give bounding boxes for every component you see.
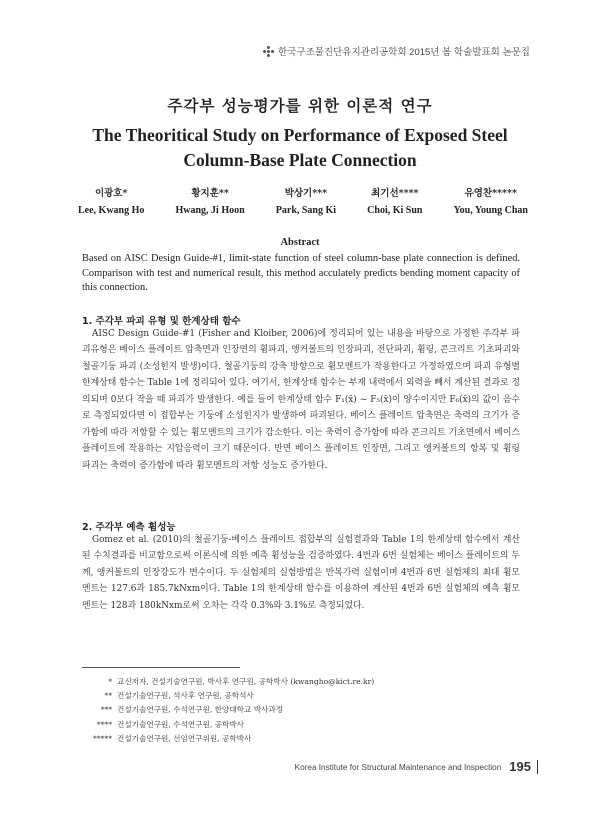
author-name-en: Choi, Ki Sun: [367, 205, 423, 216]
header-text: 한국구조물진단유지관리공학회 2015년 봄 학술발표회 논문집: [278, 47, 530, 58]
footnote: * 교신저자, 건설기술연구원, 박사후 연구원, 공학박사 (kwangho@kict.re.kr): [108, 677, 375, 686]
author-name-ko: 최기선****: [371, 188, 419, 199]
author: [454, 185, 528, 219]
author-name-en: Park, Sang Ki: [275, 205, 337, 216]
footnotes: [82, 675, 522, 746]
section-2-text: Gomez et al. (2010)의 철골기둥-베이스 플레이트 접합부의 실험결과와 Table 1의 한계상태 함수에서 계산된 수치결과를 비교함으로써 이론식에 의한 예측 휨성능을 검증하였다. 4번과 6번 실험체는 베이스 플레이트의 두께, 앵커볼트의 인장강도가 변수이다. 두 실험체의 실험방법은 반복가력 실험이며 4번과 6번 실험체의 최대 휨모멘트는 127.6과 185.7kNxm이다. Table 1의 한계상태 함수를 이용하여 계산된 4번과 6번 실험체의 예측 휨모멘트는 128과 180kNxm로써 오차는 각각 0.3%와 3.1%로 측정되었다.: [82, 535, 520, 611]
author-name-ko: 이광호*: [94, 188, 128, 199]
footnote: ** 건설기술연구원, 석사후 연구원, 공학석사: [104, 691, 254, 701]
abstract-heading: Abstract: [280, 237, 320, 248]
footnote: ***** 건설기술연구원, 선임연구위원, 공학박사: [93, 733, 252, 743]
korean-title: 주각부 성능평가를 위한 이론적 연구: [167, 96, 433, 115]
author-name-en: Hwang, Ji Hoon: [175, 205, 245, 216]
footnote: *** 건설기술연구원, 수석연구원, 한양대학교 박사과정: [100, 705, 284, 715]
section-2-heading: 2. 주각부 예측 휨성능: [82, 522, 176, 533]
author-name-ko: 박상기***: [284, 188, 328, 199]
section-2-body: [82, 532, 520, 614]
page-footer: [295, 760, 538, 774]
english-title: The Theoritical Study on Performance of Exposed Steel Column-Base Plate Connection: [92, 125, 508, 170]
author-name-ko: 유영찬*****: [464, 188, 517, 199]
running-header: [263, 44, 530, 58]
section-1-heading: 1. 주각부 파괴 유형 및 한계상태 함수: [82, 316, 241, 327]
page-number: 195: [509, 760, 538, 774]
footnote: **** 건설기술연구원, 수석연구원, 공학박사: [96, 719, 245, 729]
author-name-ko: 황지훈**: [191, 188, 229, 199]
author: [78, 185, 144, 219]
footnote-divider: [82, 667, 240, 668]
author: [367, 185, 422, 219]
author: [276, 185, 336, 219]
footer-institute: Korea Institute for Structural Maintenance and Inspection: [294, 762, 502, 772]
author-name-en: Lee, Kwang Ho: [78, 205, 145, 216]
abstract-text: Based on AISC Design Guide-#1, limit-state function of steel column-base plate connection is defined. Comparison with test and numerical result, this method acculately predicts bending moment capacity of this connection.: [82, 253, 520, 293]
author-list: [78, 185, 528, 219]
author-name-en: You, Young Chan: [453, 205, 528, 216]
society-logo-icon: [263, 46, 274, 57]
section-1-body: [82, 326, 520, 474]
author: [175, 185, 244, 219]
section-1-text: AISC Design Guide-#1 (Fisher and Kloiber, 2006)에 정리되어 있는 내용을 바탕으로 가정한 주각부 파괴유형은 베이스 플레이트 압축면과 인장면의 휨파괴, 앵커볼트의 인장파괴, 전단파괴, 휨링, 콘크리트 기초파괴와 철골기둥 파괴 (소성힌지 발생)이다. 철골기둥의 강축 방향으로 휨모멘트가 작용한다고 가정하였으며 파괴 유형별 한계상태 함수는 Table 1에 정리되어 있다. 여기서, 한계상태 함수는 부재 내력에서 외력을 빼서 계산된 결과로 정의되며 0보다 작을 때 파괴가 발생한다. 예를 들어 한계상태 함수 F₁(x̄) ~ F₅(x̄)이 양수이지만 F₆(x̄)의 값이 음수로 측정되었다면 이 접합부는 기둥에 소성힌지가 발생하여 파괴된다. 베이스 플레이트 압축면은 축력의 크기가 증가함에 따라 저항할 수 있는 휨모멘트의 크기가 감소한다. 이는 축력이 증가함에 따라 콘크리트 기초면에서 베이스 플레이트에 작용하는 지압응력이 크기 때문이다. 반면 베이스 플레이트 인장면, 그리고 앵커볼트의 항복 및 휨링 파괴는 축력이 증가함에 따라 휨모멘트의 저항 성능도 증가한다.: [82, 329, 520, 471]
